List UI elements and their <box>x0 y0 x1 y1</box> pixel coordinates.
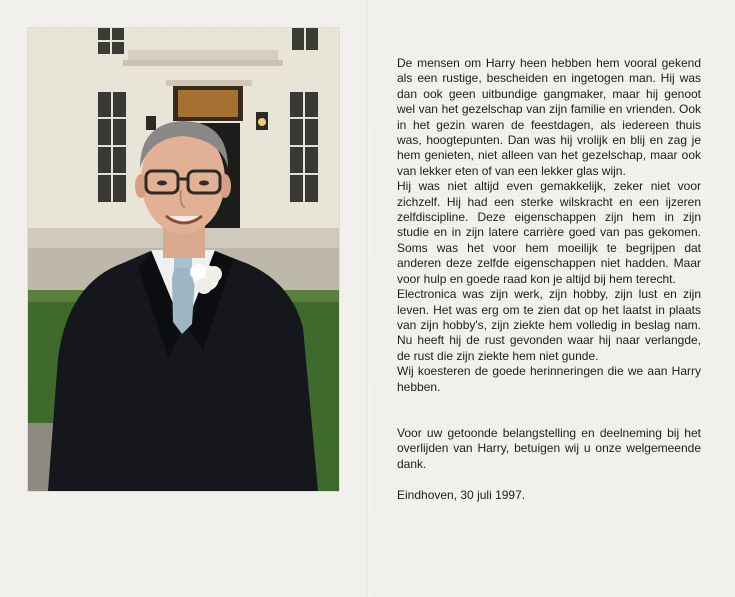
memorial-text <box>397 56 701 504</box>
paragraph-1: De mensen om Harry heen hebben hem vooral gekend als een rustige, bescheiden en ingetogen man. Hij was dan ook geen uitbundige gangmaker, maar hij genoot wel van het gezelschap van zijn familie en vrienden. Ook in het gezin waren de feestdagen, als iedereen thuis was, hoogtepunten. Dan was hij vrolijk en blij en zag je hem genieten, niet alleen van het gezelschap, maar ook van lekker eten of van een lekker glas wijn. <box>397 56 701 178</box>
paragraph-4: Wij koesteren de goede herinneringen die we aan Harry hebben. <box>397 364 701 394</box>
thanks-paragraph: Voor uw getoonde belangstelling en deelneming bij het overlijden van Harry, betuigen wij u onze welgemeende dank. <box>397 425 701 471</box>
card-fold-line <box>367 0 369 597</box>
place-date: Eindhoven, 30 juli 1997. <box>397 488 526 503</box>
paragraph-3: Electronica was zijn werk, zijn hobby, zijn lust en zijn leven. Het was erg om te zien dat op het laatst in plaats van zijn hobby's, zijn ziekte hem volledig in beslag nam. Nu heeft hij de rust gevonden waar hij naar verlangde, de rust die zijn ziekte hem niet gunde. <box>397 287 701 363</box>
paragraph-2: Hij was niet altijd even gemakkelijk, zeker niet voor zichzelf. Hij had een sterke wilskracht en een ijzeren zelfdiscipline. Deze eigenschappen zijn hem in zijn studie en in zijn latere carrière goed van pas gekomen. Soms was het voor hem moeilijk te begrijpen dat anderen deze zelfde eigenschappen niet hadden. Maar voor hulp en goede raad kon je altijd bij hem terecht. <box>397 179 701 286</box>
portrait-image <box>28 28 339 491</box>
portrait-photo <box>28 28 339 491</box>
